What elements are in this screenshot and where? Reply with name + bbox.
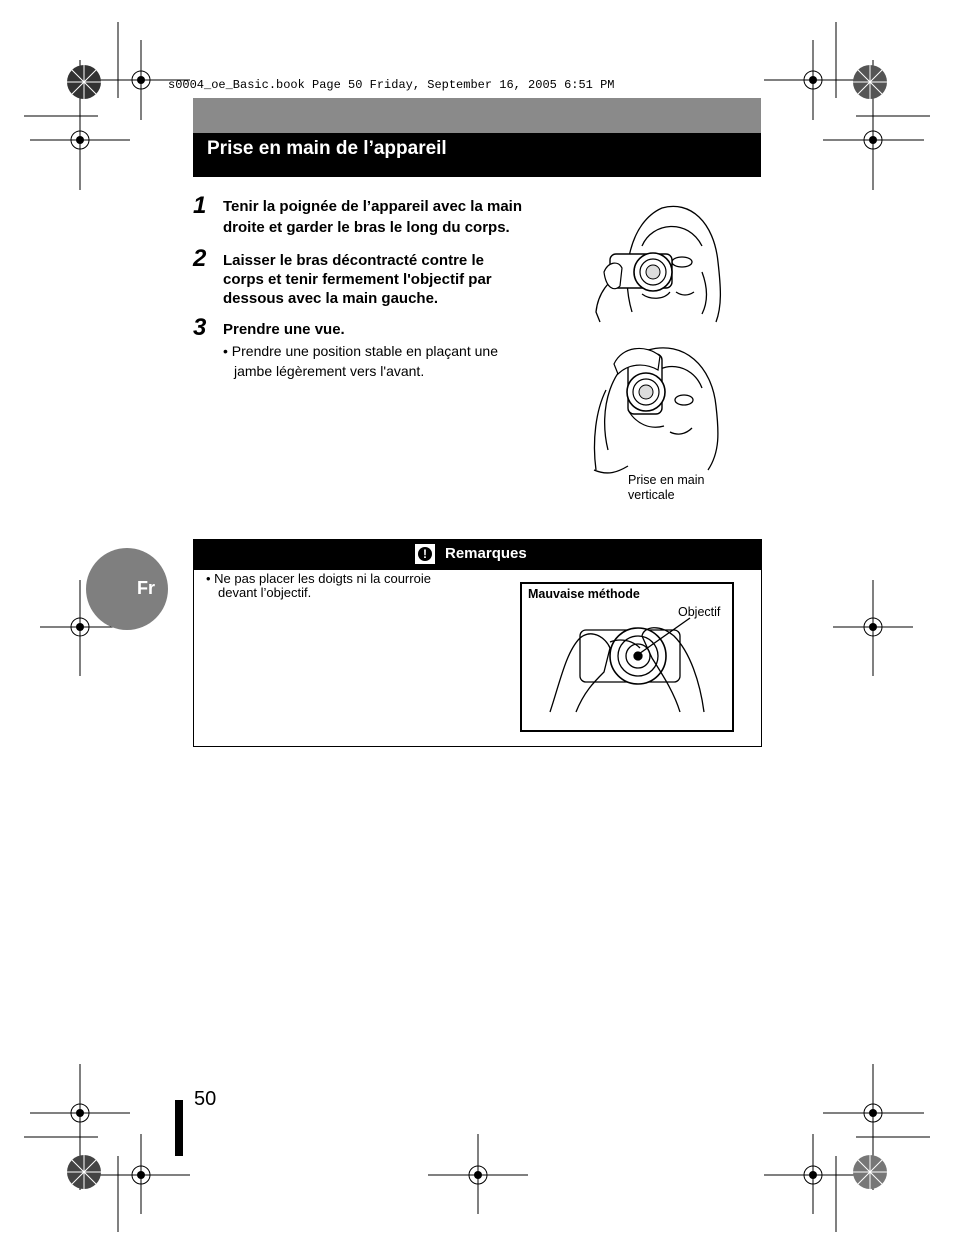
step-3-bullet-line-2: jambe légèrement vers l'avant. (234, 363, 425, 379)
title-band-top (193, 98, 761, 133)
wrong-method-title: Mauvaise méthode (528, 587, 640, 601)
step-2-line-2: corps et tenir fermement l'objectif par (223, 271, 492, 288)
step-3-text: Prendre une vue. (223, 321, 345, 338)
vertical-grip-caption (628, 473, 704, 503)
step-1-line-1: Tenir la poignée de l’appareil avec la main (223, 198, 522, 215)
horizontal-grip-illustration (590, 202, 730, 326)
page-number-bar (175, 1100, 183, 1156)
vertical-grip-illustration (588, 340, 728, 476)
vertical-grip-caption-line-1: Prise en main (628, 473, 705, 487)
vertical-grip-caption-line-2: verticale (628, 488, 675, 502)
step-number-3: 3 (193, 314, 207, 341)
step-3-bullet (223, 341, 498, 381)
note-bullet (206, 572, 431, 600)
language-tab-label: Fr (137, 578, 155, 598)
step-2-text (223, 251, 492, 308)
wrong-method-illustration (540, 612, 720, 716)
warning-icon (414, 543, 436, 565)
note-bullet-line-2: devant l’objectif. (218, 585, 312, 600)
language-tab (86, 548, 168, 630)
lens-label: Objectif (678, 605, 721, 619)
step-1-line-2: droite et garder le bras le long du corps. (223, 219, 510, 236)
page-number: 50 (194, 1088, 217, 1110)
section-title: Prise en main de l’appareil (207, 138, 447, 159)
step-2-line-3: dessous avec la main gauche. (223, 290, 439, 307)
notes-heading: Remarques (445, 545, 527, 562)
step-number-2: 2 (193, 245, 207, 272)
note-bullet-line-1: • Ne pas placer les doigts ni la courroie (206, 571, 431, 586)
step-1-text (223, 197, 522, 237)
warning-glyph: ! (418, 547, 432, 561)
step-2-line-1: Laisser le bras décontracté contre le (223, 252, 484, 269)
step-number-1: 1 (193, 192, 207, 219)
step-3-bullet-line-1: • Prendre une position stable en plaçant une (223, 343, 498, 359)
print-header: s0004_oe_Basic.book Page 50 Friday, September 16, 2005 6:51 PM (168, 78, 615, 92)
